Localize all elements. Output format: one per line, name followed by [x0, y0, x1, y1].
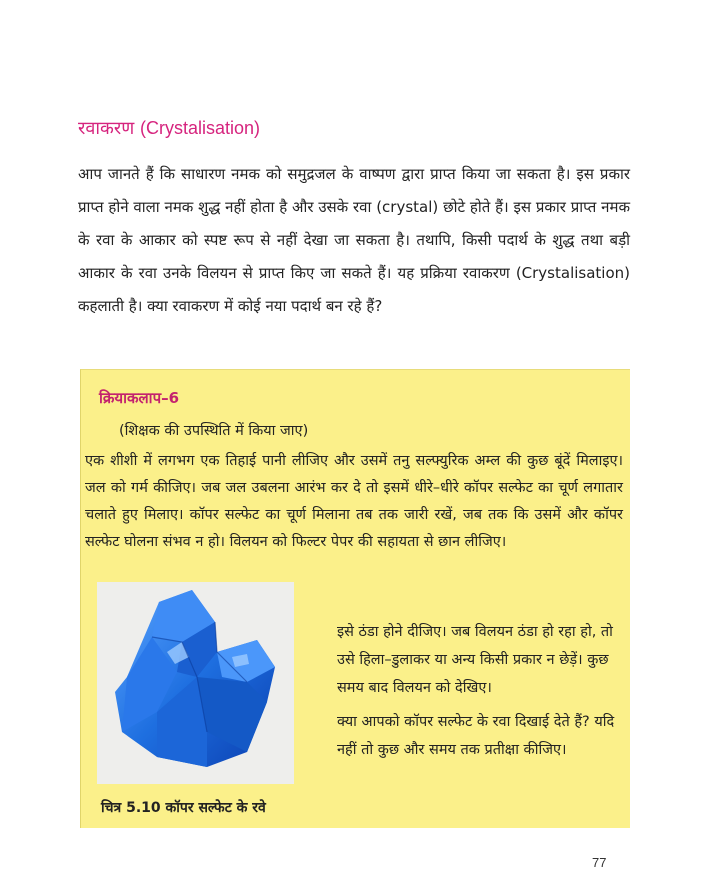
- page-number: 77: [592, 855, 607, 870]
- side-paragraph-2: क्या आपको कॉपर सल्फेट के रवा दिखाई देते हैं? यदि नहीं तो कुछ और समय तक प्रतीक्षा कीजिए।: [337, 714, 615, 758]
- activity-title: क्रियाकलाप–6: [99, 389, 180, 407]
- section-heading: [78, 116, 260, 140]
- copper-sulphate-crystal-image: [97, 582, 294, 784]
- activity-side-text: [337, 618, 623, 770]
- heading-hindi: रवाकरण: [78, 118, 135, 139]
- heading-english: (Crystalisation): [139, 118, 260, 138]
- activity-box: [80, 369, 630, 828]
- intro-paragraph: आप जानते हैं कि साधारण नमक को समुद्रजल के वाष्पण द्वारा प्राप्त किया जा सकता है। इस प्रकार प्राप्त होने वाला नमक शुद्ध नहीं होता है और उसके रवा (crystal) छोटे होते हैं। इस प्रकार प्राप्त नमक के रवा के आकार को स्पष्ट रूप से नहीं देखा जा सकता है। तथापि, किसी पदार्थ के शुद्ध तथा बड़ी आकार के रवा उनके विलयन से प्राप्त किए जा सकते हैं। यह प्रक्रिया रवाकरण (Crystalisation) कहलाती है। क्या रवाकरण में कोई नया पदार्थ बन रहे हैं?: [78, 165, 630, 315]
- activity-instructions: एक शीशी में लगभग एक तिहाई पानी लीजिए और उसमें तनु सल्फ्युरिक अम्ल की कुछ बूंदें मिलाइए। जल को गर्म कीजिए। जब जल उबलना आरंभ कर दे तो इसमें धीरे–धीरे कॉपर सल्फेट का चूर्ण लगातार चलाते हुए मिलाए। कॉपर सल्फेट का चूर्ण मिलाना तब तक जारी रखें, जब तक कि उसमें और कॉपर सल्फेट घोलना संभव न हो। विलयन को फिल्टर पेपर की सहायता से छान लीजिए।: [85, 453, 623, 550]
- activity-note: (शिक्षक की उपस्थिति में किया जाए): [119, 423, 309, 439]
- figure-caption: चित्र 5.10 कॉपर सल्फेट के रवे: [101, 800, 266, 816]
- side-paragraph-1: इसे ठंडा होने दीजिए। जब विलयन ठंडा हो रहा हो, तो उसे हिला–डुलाकर या अन्य किसी प्रकार न छेड़ें। कुछ समय बाद विलयन को देखिए।: [337, 624, 613, 696]
